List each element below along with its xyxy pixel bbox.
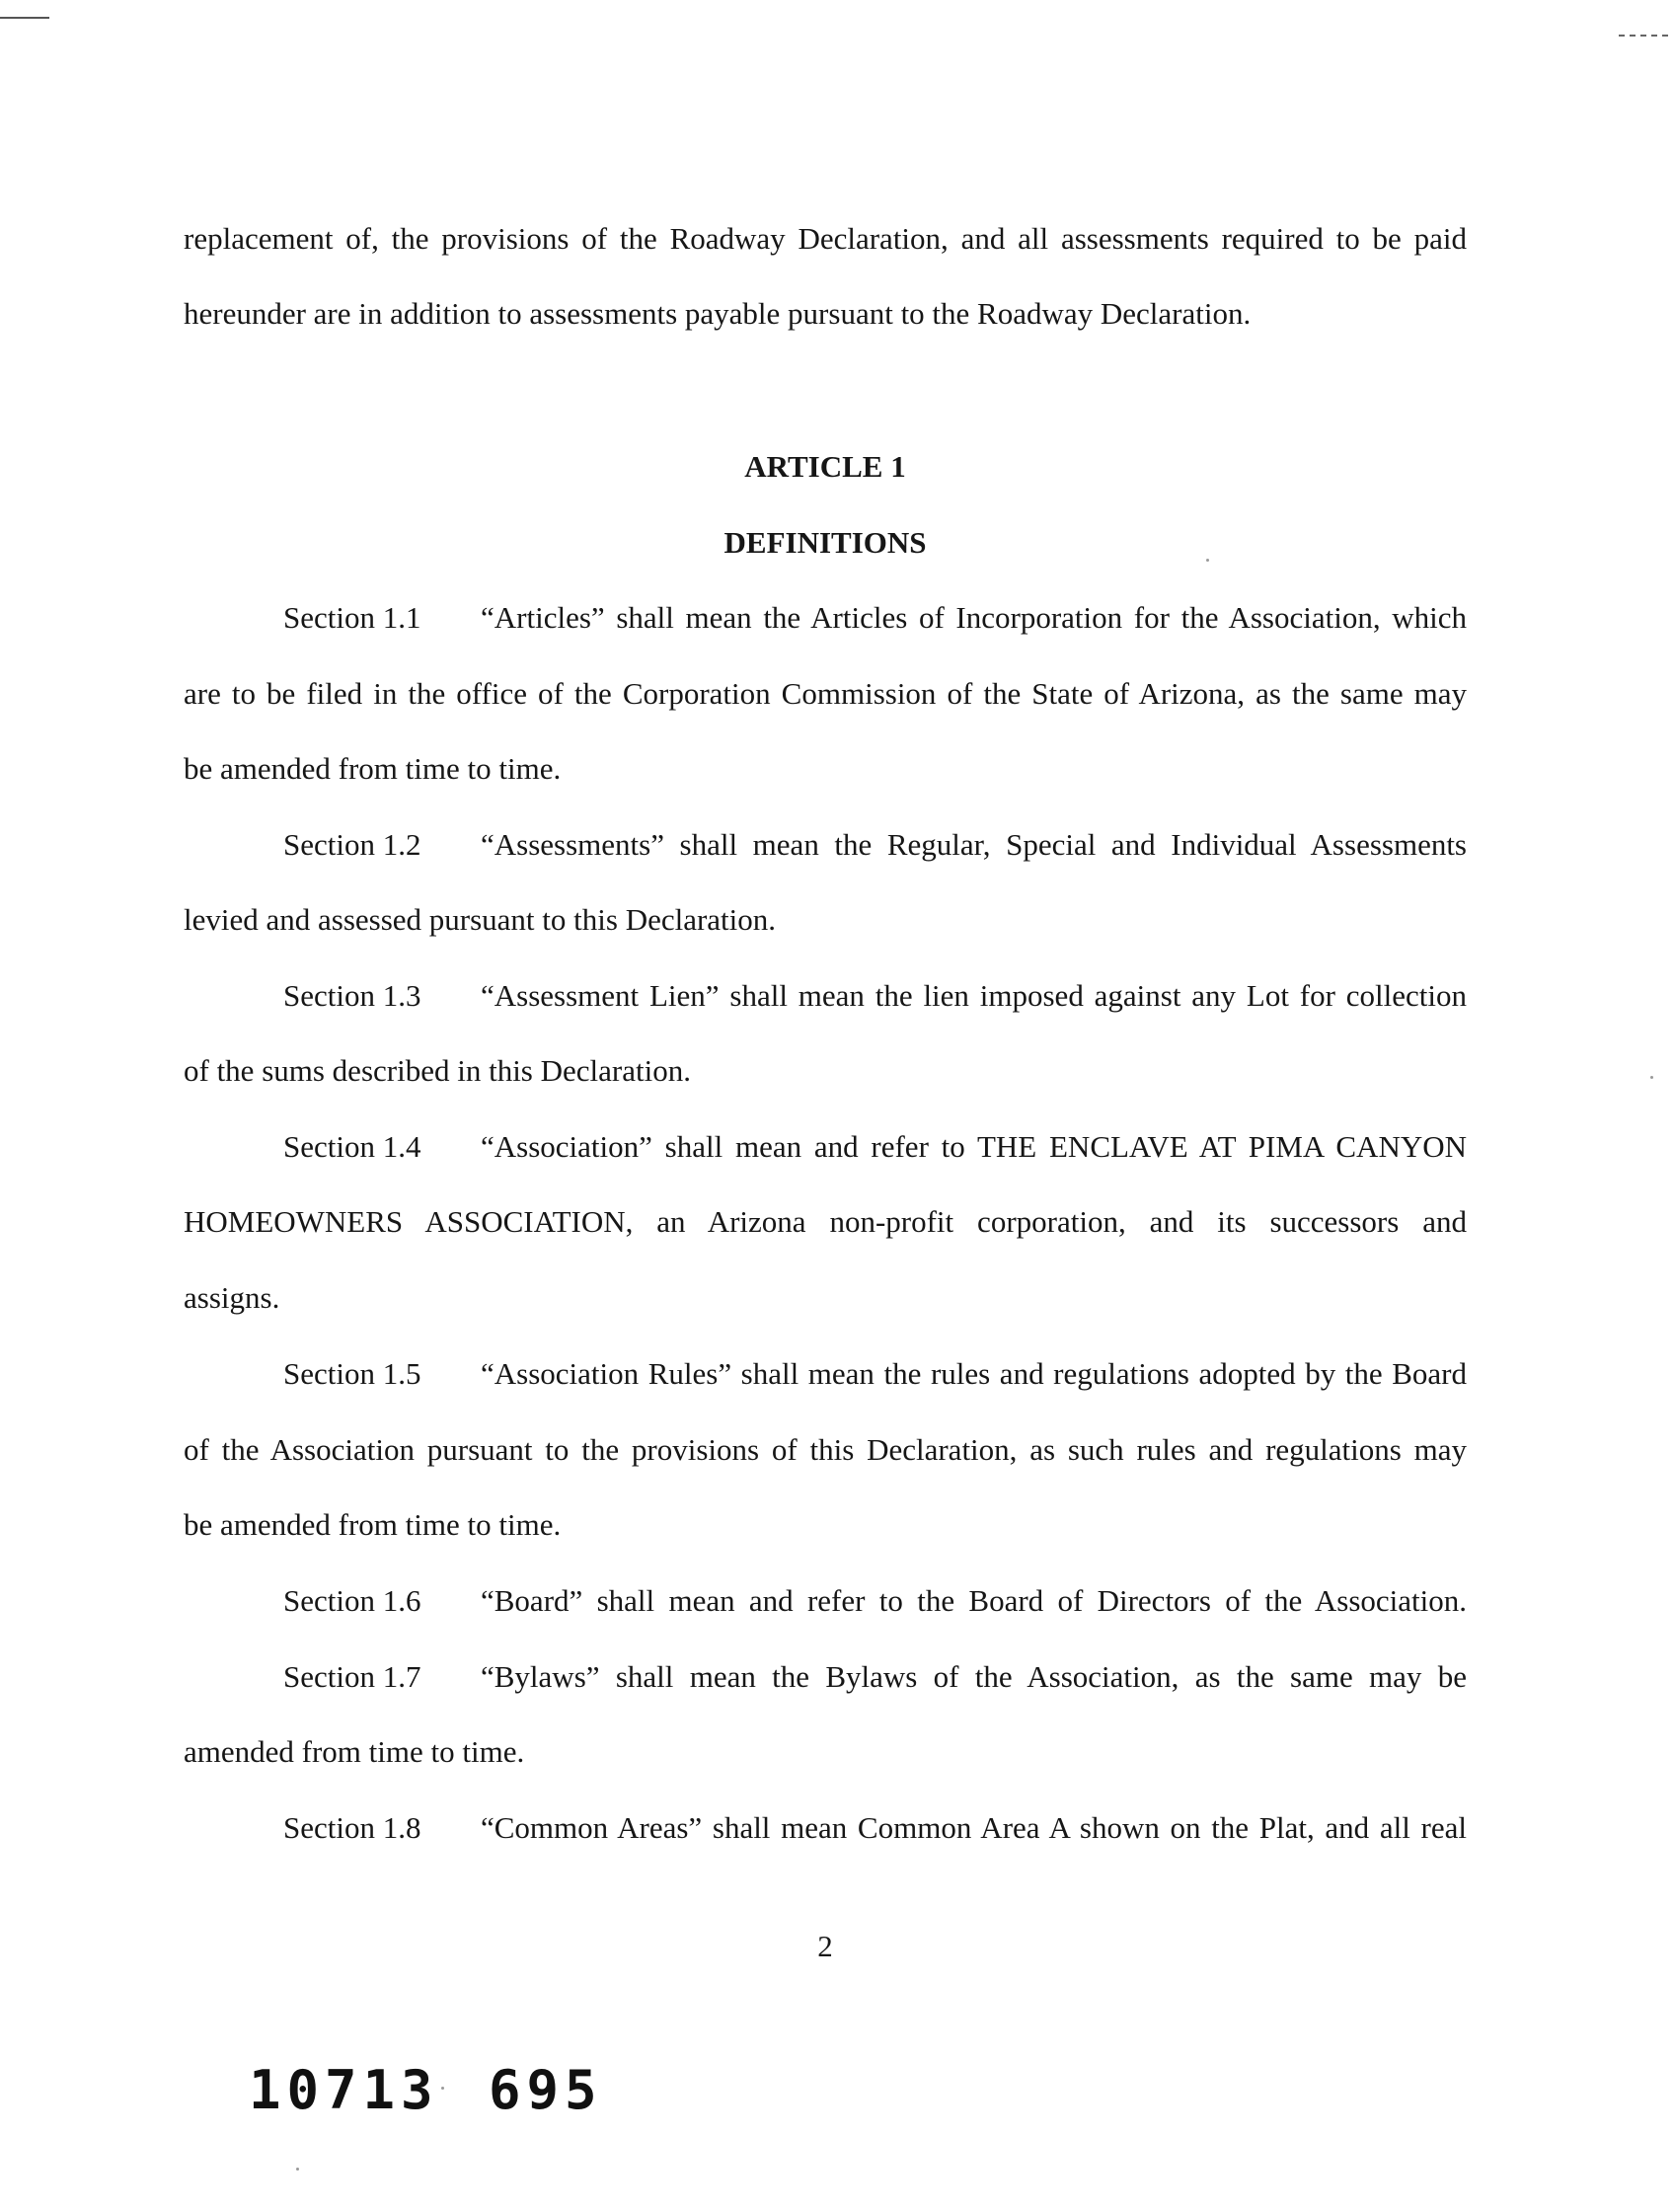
scan-speck — [1206, 559, 1209, 562]
article-subheading: DEFINITIONS — [723, 525, 927, 560]
section-1-4-line-3: assigns. — [184, 1280, 280, 1315]
section-1-1-line-3: be amended from time to time. — [184, 751, 562, 786]
section-text: “Common Areas” shall mean Common Area A shown on the Plat, and all real — [481, 1810, 1467, 1845]
section-1-1-line-2: are to be filed in the office of the Corporation Commission of the State of Arizona, as the same may — [184, 676, 1467, 711]
section-1-2-line-2: levied and assessed pursuant to this Declaration. — [184, 902, 777, 937]
recording-stamp-page: 695 — [489, 2059, 603, 2121]
section-text: “Board” shall mean and refer to the Board of Directors of the Association. — [481, 1583, 1467, 1618]
section-1-2 — [283, 825, 1467, 865]
section-label: Section 1.8 — [283, 1810, 421, 1845]
section-1-3 — [283, 976, 1467, 1016]
section-1-6 — [283, 1581, 1467, 1621]
section-text: “Assessments” shall mean the Regular, Special and Individual Assessments — [481, 827, 1467, 862]
section-1-3-line-2: of the sums described in this Declaration. — [184, 1053, 691, 1088]
section-1-4-line-2: HOMEOWNERS ASSOCIATION, an Arizona non-profit corporation, and its successors and — [184, 1204, 1467, 1239]
intro-line-2: hereunder are in addition to assessments payable pursuant to the Roadway Declaration. — [184, 296, 1252, 331]
scan-speck — [441, 2087, 444, 2090]
article-heading: ARTICLE 1 — [744, 449, 906, 484]
section-1-4 — [283, 1127, 1467, 1167]
page-number: 2 — [817, 1929, 833, 1963]
scan-edge-mark — [1619, 35, 1668, 37]
section-label: Section 1.6 — [283, 1583, 421, 1618]
section-1-1 — [283, 598, 1467, 638]
section-1-8 — [283, 1808, 1467, 1848]
section-label: Section 1.4 — [283, 1129, 421, 1164]
recording-stamp-docket: 10713 — [249, 2059, 439, 2121]
section-text: “Articles” shall mean the Articles of Incorporation for the Association, which — [481, 600, 1467, 635]
intro-line-1: replacement of, the provisions of the Roadway Declaration, and all assessments required to be paid — [184, 221, 1467, 256]
section-1-5 — [283, 1354, 1467, 1394]
scan-speck — [1650, 1076, 1653, 1079]
scan-edge-mark — [0, 17, 49, 19]
section-label: Section 1.1 — [283, 600, 421, 635]
section-text: “Bylaws” shall mean the Bylaws of the Association, as the same may be — [481, 1659, 1467, 1694]
section-1-5-line-2: of the Association pursuant to the provisions of this Declaration, as such rules and regulations may — [184, 1432, 1467, 1467]
section-1-5-line-3: be amended from time to time. — [184, 1507, 562, 1542]
section-text: “Association” shall mean and refer to THE ENCLAVE AT PIMA CANYON — [481, 1129, 1467, 1164]
section-label: Section 1.3 — [283, 978, 421, 1013]
section-1-7-line-2: amended from time to time. — [184, 1734, 525, 1769]
scan-speck — [296, 2168, 299, 2171]
section-label: Section 1.5 — [283, 1356, 421, 1391]
section-label: Section 1.2 — [283, 827, 421, 862]
section-text: “Assessment Lien” shall mean the lien imposed against any Lot for collection — [481, 978, 1467, 1013]
section-1-7 — [283, 1657, 1467, 1697]
section-text: “Association Rules” shall mean the rules and regulations adopted by the Board — [481, 1356, 1467, 1391]
section-label: Section 1.7 — [283, 1659, 421, 1694]
